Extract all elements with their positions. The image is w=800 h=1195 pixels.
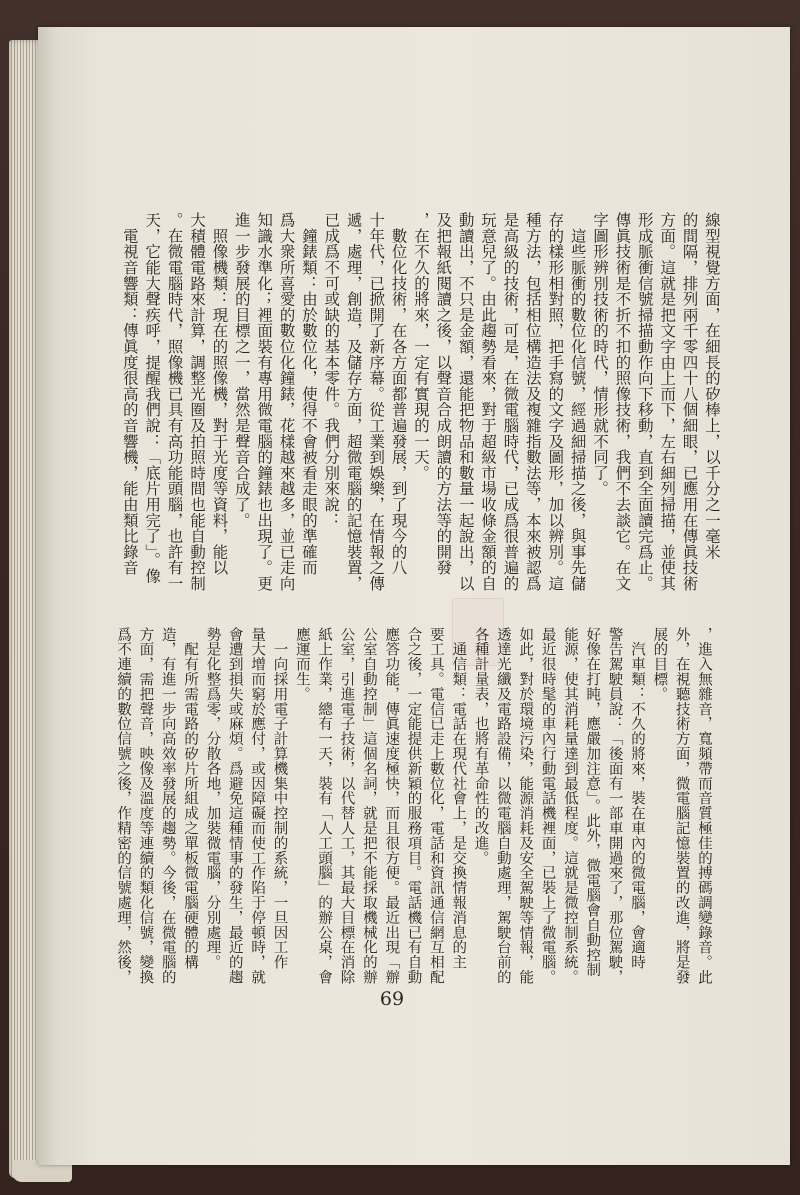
upper-text-column: 大積體電路來計算，調整光圈及拍照時間也能自動控制 (188, 212, 207, 592)
page-number: 69 (379, 988, 405, 1010)
upper-text-column: 十年代，已掀開了新序幕。從工業到娛樂，在情報之傳 (367, 212, 386, 592)
upper-text-column: 這些脈衝的數位化信號，經過細掃描之後，與事先儲 (568, 212, 587, 592)
lower-text-column: 最近很時髦的車內行動電話機裡面，已裝上了微電腦。 (539, 627, 556, 985)
lower-text-column: 好像在打盹，應嚴加注意」。此外，微電腦會自動控制 (584, 627, 601, 978)
lower-text-column: 透達光纖及電路設備，以微電腦自動處理，駕駛台前的 (494, 627, 511, 985)
lower-text-column: ，進入無雜音，寬頻帶而音質極佳的搏碼調變錄音。此 (696, 627, 712, 985)
upper-text-block (118, 212, 723, 596)
lower-text-column: 警告駕駛員說：「後面有一部車開過來了，那位駕駛， (606, 627, 623, 985)
lower-text-column: 公室自動控制」這個名詞，就是把不能採取機械化的辦 (360, 627, 377, 985)
lower-text-column: 通信類：電話在現代社會上，是交換情報消息的主 (450, 627, 467, 970)
upper-text-column: 傳眞技術是不折不扣的照像技術，我們不去談它。在文 (613, 212, 632, 592)
upper-text-column: 爲大衆所喜愛的數位化鐘錶，花樣越來越多，並已走向 (277, 212, 296, 592)
lower-text-column: 應答功能，傳眞速度極快，而且很方便。最近出現「辦 (383, 627, 400, 985)
upper-text-column: ，在不久的將來，一定有實現的一天。 (411, 212, 430, 481)
upper-text-column: 及把報紙閱讀之後，以聲音合成朗讀的方法等的開發 (434, 212, 453, 576)
upper-text-column: 線型視覺方面，在細長的矽棒上，以千分之一毫米 (703, 212, 721, 560)
lower-text-column: 要工具。電信已走上數位化，電話和資訊通信網互相配 (427, 627, 444, 985)
upper-text-column: 動讀出，不只是金額，還能把物品和數量一起說出，以 (456, 212, 475, 592)
lower-text-column: 展的目標。 (651, 627, 668, 702)
lower-text-block (111, 627, 715, 989)
lower-text-column: 會遭到損失或麻煩。爲避免這種情事的發生，最近的趨 (226, 627, 243, 985)
upper-text-column: 方面。這就是把文字由上而下，左右細列掃描，並使其 (658, 212, 677, 592)
upper-text-column: 的間隔，排列兩千零四十八個細眼，已應用在傳眞技術 (680, 212, 699, 592)
lower-text-column: 外，在視聽技術方面，微電腦記憶裝置的改進，將是發 (673, 627, 690, 985)
upper-text-column: 。在微電腦時代，照像機已具有高功能頭腦，也許有一 (165, 212, 184, 592)
upper-text-column: 種方法，包括相位構造法及複雜指數法等，本來被認爲 (523, 212, 542, 592)
lower-text-column: 紙上作業，總有一天，裝有「人工頭腦」的辦公桌，會 (316, 627, 333, 985)
upper-text-column: 電視音響類：傳眞度很高的音響機，能由類比錄音 (120, 212, 139, 576)
upper-text-column: 已成爲不可或缺的基本零件。我們分別來說： (322, 212, 341, 528)
upper-text-column: 形成脈衝信號掃描動作向下移動，直到全面讀完爲止。 (635, 212, 654, 592)
upper-text-column: 進一步發展的目標之一，當然是聲音合成了。 (232, 212, 251, 528)
book-page (38, 27, 790, 1165)
lower-text-column: 能源，使其消耗量達到最低程度。這就是微控制系統。 (561, 627, 578, 985)
lower-text-column: 如此，對於環境污染，能源消耗及安全駕駛等情報，能 (517, 627, 534, 985)
lower-text-column: 方面，需把聲音，映像及溫度等連續的類化信號，變換 (137, 627, 154, 985)
upper-text-column: 是高級的技術，可是，在微電腦時代，已成爲很普遍的 (501, 212, 520, 592)
lower-text-column: 爲不連續的數位信號之後，作精密的信號處理，然後， (115, 627, 132, 985)
upper-text-column: 鐘錶類：由於數位化，使得不會被看走眼的準確而 (299, 212, 318, 576)
lower-text-column: 應運而生。 (293, 627, 310, 702)
lower-text-column: 汽車類：不久的將來，裝在車內的微電腦，會適時 (628, 627, 645, 970)
upper-text-column: 天，它能大聲疾呼，提醒我們說：「底片用完了」。像 (143, 212, 162, 584)
upper-text-column: 玩意兒了。由此趨勢看來，對于超級市場收條金額的自 (479, 212, 498, 592)
upper-text-column: 遞，處理，創造，及儲存方面，超微電腦的記憶裝置， (344, 212, 363, 592)
lower-text-column: 一向採用電子計算機集中控制的系統，一旦因工作 (271, 627, 288, 970)
upper-text-column: 數位化技術，在各方面都普遍發展，到了現今的八 (389, 212, 408, 576)
upper-text-column: 字圖形辨別技術的時代，情形就不同了。 (591, 212, 610, 497)
upper-text-column: 存的樣形相對照，把手寫的文字及圖形，加以辨別。這 (546, 212, 565, 592)
lower-text-column: 合之後，一定能提供新穎的服務項目。電話機已有自動 (405, 627, 422, 985)
lower-text-column: 各種計量表，也將有革命性的改進。 (472, 627, 489, 866)
lower-text-column: 勢是化整爲零，分散各地，加裝微電腦，分別處理。 (204, 627, 221, 970)
upper-text-column: 知識水準化；裡面裝有專用微電腦的鐘錶也出現了。更 (255, 212, 274, 592)
lower-text-column: 造，有進一步向高效率發展的趨勢。今後，在微電腦的 (159, 627, 176, 985)
upper-text-column: 照像機類：現在的照像機，對于光度等資料，能以 (210, 212, 229, 576)
lower-text-column: 配有所需電路的矽片所組成之單板微電腦硬體的構 (182, 627, 199, 970)
lower-text-column: 公室，引進電子技術，以代替人工，其最大目標在消除 (338, 627, 355, 985)
lower-text-column: 量大增而窮於應付，或因障礙而使工作陷于停頓時，就 (249, 627, 266, 985)
